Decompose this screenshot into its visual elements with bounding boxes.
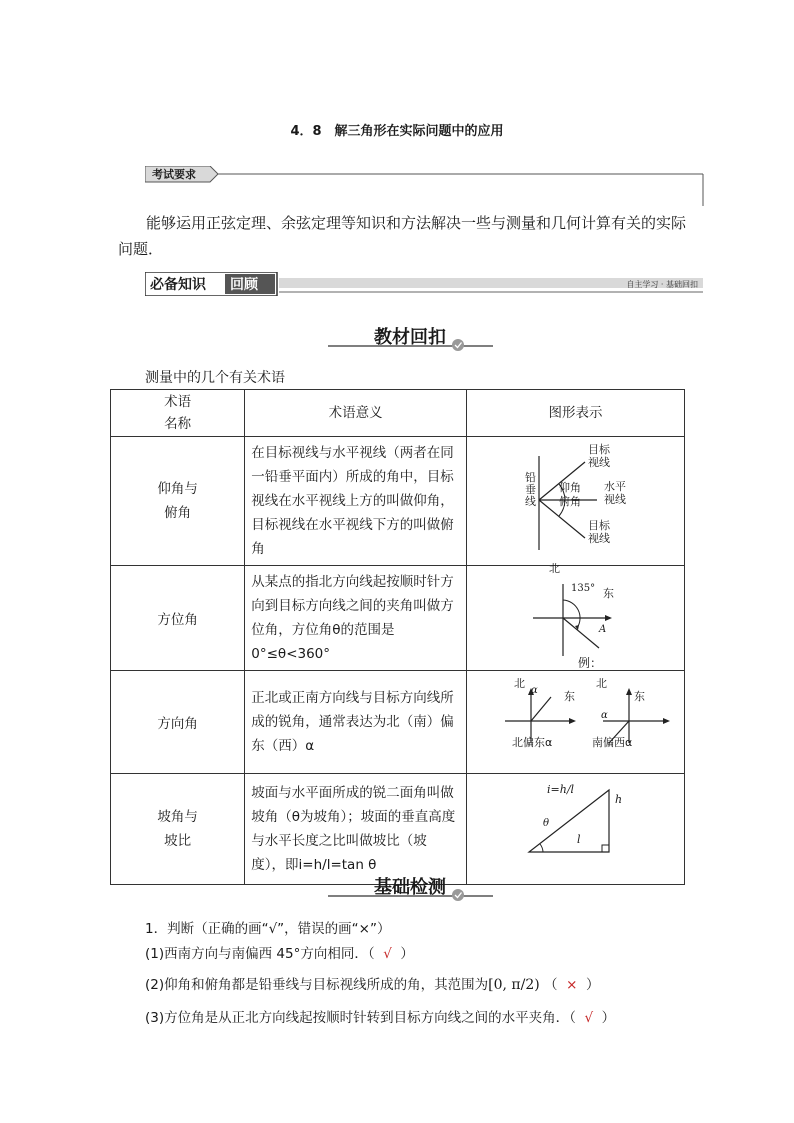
- basic-check-heading: 基础检测: [374, 877, 446, 898]
- textbook-review-heading: 教材回扣: [374, 327, 446, 348]
- term-cell: 坡角与 坡比: [111, 774, 245, 885]
- label-direction-example: 例：: [578, 656, 603, 670]
- header-figure: 图形表示: [466, 390, 684, 437]
- question-item-2: (2)仰角和俯角都是铅垂线与目标视线所成的角，其范围为[0, π/2) （ × ）: [145, 977, 600, 993]
- banner-subtitle: 自主学习 · 基础回扣: [626, 280, 698, 289]
- label-slope-theta: θ: [543, 818, 550, 829]
- answer-mark: √: [383, 946, 392, 962]
- range-expression: [0, π/2): [488, 977, 540, 993]
- label-azimuth-east: 东: [603, 587, 614, 600]
- meaning-cell: 正北或正南方向线与目标方向线所成的锐角，通常表达为北（南）偏东（西）α: [245, 671, 467, 774]
- answer-mark: ×: [566, 977, 578, 993]
- label-direction-alpha-2: α: [601, 710, 608, 721]
- banner-label: 必备知识: [150, 277, 206, 293]
- answer-mark: √: [584, 1010, 594, 1026]
- page-title: 4．8 解三角形在实际问题中的应用: [290, 124, 504, 139]
- term-cell: 方位角: [111, 566, 245, 671]
- label-horizontal-line: 水平 视线: [604, 480, 626, 506]
- label-slope-length: l: [577, 833, 581, 846]
- label-azimuth-north: 北: [549, 562, 560, 575]
- label-direction-east-1: 东: [564, 690, 575, 703]
- requirements-frame: [145, 166, 705, 206]
- label-target-line-bottom: 目标 视线: [588, 519, 610, 545]
- caption-northeast: 北偏东α: [512, 736, 553, 749]
- label-direction-north-2: 北: [596, 677, 607, 690]
- direction-figure-cell: [466, 671, 684, 774]
- requirements-text: 能够运用正弦定理、余弦定理等知识和方法解决一些与测量和几何计算有关的实际问题．: [118, 214, 687, 258]
- meaning-cell: 在目标视线与水平视线（两者在同一铅垂平面内）所成的角中，目标视线在水平视线上方的叫做仰角，目标视线在水平视线下方的叫做俯角: [245, 437, 467, 566]
- direction-angle-diagram: [467, 671, 684, 773]
- question-1: 1．判断（正确的画“√”，错误的画“×”）: [145, 921, 391, 937]
- label-plumb-line: 铅 垂 线: [525, 471, 536, 508]
- label-direction-east-2: 东: [634, 690, 645, 703]
- table-row: [111, 774, 685, 885]
- label-azimuth-angle: 135°: [571, 583, 596, 594]
- question-item-3: (3)方位角是从正北方向线起按顺时针转到目标方向线之间的水平夹角．（ √ ）: [145, 1010, 616, 1026]
- term-cell: 仰角与 俯角: [111, 437, 245, 566]
- label-azimuth-point: A: [599, 624, 607, 635]
- heading-underline: [328, 888, 493, 902]
- label-elevation-angle: 仰角: [559, 481, 581, 494]
- term-cell: 方向角: [111, 671, 245, 774]
- label-depression-angle: 俯角: [559, 495, 581, 508]
- slope-figure-cell: [466, 774, 684, 885]
- meaning-cell: 坡面与水平面所成的锐二面角叫做坡角（θ为坡角）；坡面的垂直高度与水平长度之比叫做坡比（坡度），即i=h/l=tan θ: [245, 774, 467, 885]
- slope-diagram: [467, 774, 684, 884]
- terms-intro: 测量中的几个有关术语: [145, 370, 285, 386]
- label-direction-north-1: 北: [514, 677, 525, 690]
- banner-highlight: 回顾: [230, 277, 258, 293]
- requirements-tab-label: 考试要求: [152, 168, 196, 181]
- header-term-name: 术语 名称: [111, 390, 245, 437]
- heading-underline: [328, 338, 493, 352]
- label-target-line-top: 目标 视线: [588, 443, 610, 469]
- azimuth-figure-cell: [466, 566, 684, 671]
- label-slope-ratio: i=h/l: [547, 783, 575, 796]
- label-slope-height: h: [615, 793, 623, 806]
- header-meaning: 术语意义: [245, 390, 467, 437]
- question-item-1: (1)西南方向与南偏西 45°方向相同．（ √ ）: [145, 946, 414, 962]
- section-banner: [145, 272, 705, 296]
- label-direction-alpha-1: α: [531, 685, 538, 696]
- caption-southwest: 南偏西α: [592, 736, 633, 749]
- meaning-cell: 从某点的指北方向线起按顺时针方向到目标方向线之间的夹角叫做方位角，方位角θ的范围是0°≤θ<360°: [245, 566, 467, 671]
